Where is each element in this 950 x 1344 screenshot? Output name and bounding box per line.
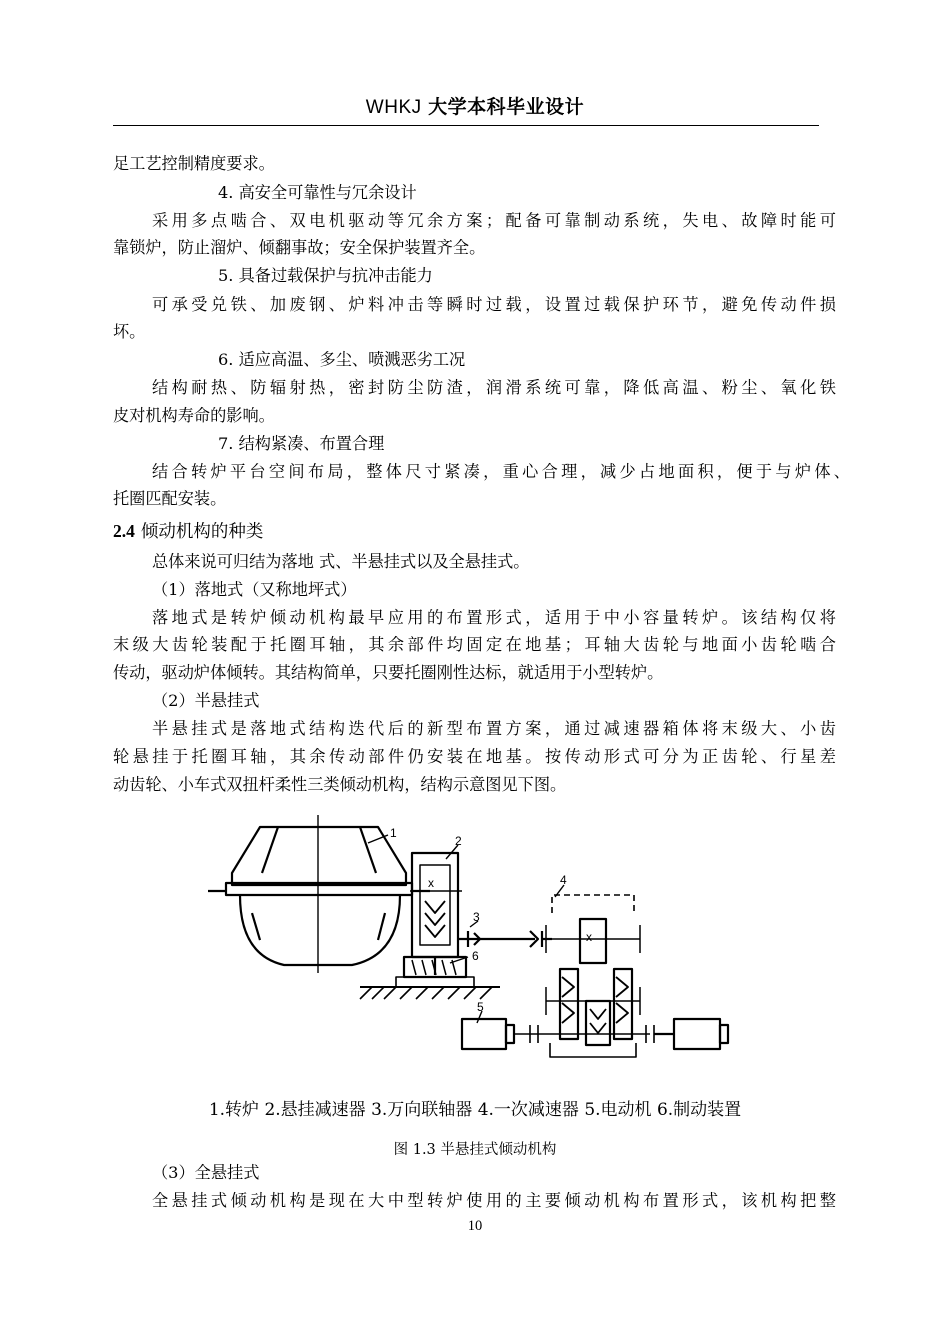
list-heading: 5. 具备过载保护与抗冲击能力 [218, 266, 433, 285]
leader-lines [368, 835, 564, 1023]
body-line: 末级大齿轮装配于托圈耳轴，其余部件均固定在地基；耳轴大齿轮与地面小齿轮啮合 [113, 635, 836, 654]
body-line: 结构耐热、防辐射热，密封防尘防渣，润滑系统可靠，降低高温、粉尘、氧化铁 [152, 378, 836, 397]
body-line: 落地式是转炉倾动机构最早应用的布置形式，适用于中小容量转炉。该结构仅将 [152, 608, 836, 627]
list-heading: 7. 结构紧凑、布置合理 [218, 434, 385, 453]
list-heading: 4. 高安全可靠性与冗余设计 [218, 183, 417, 202]
section-number: 2.4 [113, 521, 135, 541]
list-heading: 6. 适应高温、多尘、喷溅恶劣工况 [218, 350, 466, 369]
body-line: 皮对机构寿命的影响。 [113, 406, 275, 425]
header-title: 大学本科毕业设计 [428, 96, 585, 118]
page-header [0, 92, 950, 119]
converter-figure [208, 815, 430, 973]
label-4: 4 [560, 873, 567, 887]
ground-base [360, 977, 500, 999]
figure-caption: 图 1.3 半悬挂式倾动机构 [393, 1142, 557, 1158]
body-line: 靠锁炉，防止溜炉、倾翻事故；安全保护装置齐全。 [113, 238, 486, 257]
body-line: 足工艺控制精度要求。 [113, 154, 275, 173]
body-line: 传动，驱动炉体倾转。其结构简单，只要托圈刚性达标，就适用于小型转炉。 [113, 663, 664, 682]
body-line: 采用多点啮合、双电机驱动等冗余方案；配备可靠制动系统，失电、故障时能可 [152, 211, 836, 230]
label-3: 3 [473, 910, 480, 924]
section-heading [113, 518, 263, 543]
body-line: 托圈匹配安装。 [113, 489, 227, 508]
body-line: 坏。 [113, 322, 146, 341]
body-line: 全悬挂式倾动机构是现在大中型转炉使用的主要倾动机构布置形式，该机构把整 [152, 1191, 836, 1210]
header-rule [113, 125, 819, 126]
label-1: 1 [390, 826, 397, 840]
figure-legend: 1.转炉 2.悬挂减速器 3.万向联轴器 4.一次减速器 5.电动机 6.制动装置 [208, 1100, 742, 1120]
label-6: 6 [472, 949, 479, 963]
svg-text:x: x [586, 930, 592, 944]
subheading: （2）半悬挂式 [152, 691, 260, 710]
page-number: 10 [467, 1218, 483, 1234]
universal-coupling [458, 931, 552, 947]
suspended-reducer [404, 853, 466, 977]
body-line: 总体来说可归结为落地 式、半悬挂式以及全悬挂式。 [152, 552, 530, 571]
section-title: 倾动机构的种类 [140, 522, 264, 542]
svg-text:x: x [428, 876, 434, 890]
subheading: （3）全悬挂式 [152, 1163, 260, 1182]
tilting-mechanism-diagram [200, 805, 740, 1085]
body-line: 轮悬挂于托圈耳轴，其余传动部件仍安装在地基。按传动形式可分为正齿轮、行星差 [113, 747, 836, 766]
body-line: 半悬挂式是落地式结构迭代后的新型布置方案，通过减速器箱体将末级大、小齿 [152, 719, 836, 738]
label-2: 2 [455, 834, 462, 848]
subheading: （1）落地式（又称地坪式） [152, 580, 357, 599]
label-5: 5 [477, 1000, 484, 1014]
primary-reducer [546, 895, 640, 1057]
body-line: 动齿轮、小车式双扭杆柔性三类倾动机构，结构示意图见下图。 [113, 775, 567, 794]
header-latin: WHKJ [365, 97, 422, 118]
body-line: 结合转炉平台空间布局，整体尺寸紧凑，重心合理，减少占地面积，便于与炉体、 [152, 462, 850, 481]
body-line: 可承受兑铁、加废钢、炉料冲击等瞬时过载，设置过载保护环节，避免传动件损 [152, 295, 836, 314]
